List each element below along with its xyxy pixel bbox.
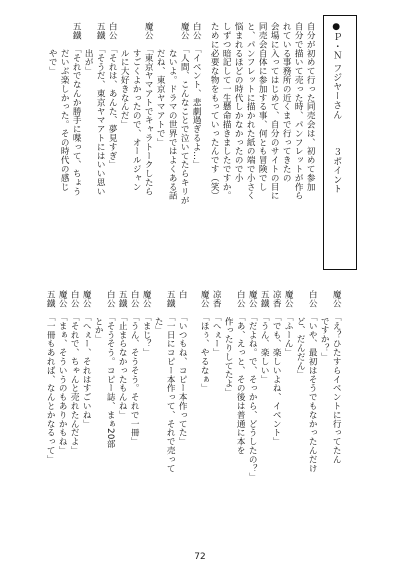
dialogue-line: だいぶ楽しかった。その時代の感じ [59,22,70,192]
intro-line: れている事務所の近くまで行ってきたの [281,22,292,183]
dialogue-line: 白公 「それは、あんた、夢見すぎ」 [107,22,118,169]
dialogue-line: 白公 「そうそう。コピー誌、まぁ20部 [105,290,116,449]
dialogue-line: 魔公 「だよね。で、そっから、どうしたの？」 [247,290,258,482]
dialogue-line: ルに大好きなんだ」 [119,22,130,129]
dialogue-line: 魔公 「東京ヤマアトでキャラトークしたら [143,22,154,196]
intro-line: 悩まれるほどの時代しかなかったので小 [233,22,244,183]
dialogue-line: だね、東京ヤマアトで」 [155,22,166,147]
dialogue-line: 魔公 「へぇー、それはすごいね」 [81,290,92,429]
dialogue-line: 凉香 「へぇー」 [211,290,222,357]
dialogue-line: ですか？」 [319,290,330,362]
dialogue-line: 魔公 「ふーん」 [283,290,294,357]
dialogue-line: 出が」 [83,22,94,76]
dialogue-line: 作ったりしてたよ」 [223,290,234,397]
intro-line: しずつ暗記して一生懸命描きましたですか。 [221,22,232,200]
dialogue-line: 凉香 「でも、楽しいよね、イベント」 [271,290,282,446]
dialogue-line: やで」 [47,22,58,76]
dialogue-line: 魔公 「まぁ、そういうのもありかもね」 [57,290,68,455]
dialogue-line: 五鐵 「一日にコピー本作って、それで売って [165,290,176,473]
dialogue-line: 五鐵 「一冊もあれば、なんとかなるって」 [45,290,56,464]
dialogue-line: 白公 「うん、そうそう。それで一冊」 [129,290,140,446]
dialogue-line: 白公 「いや、最初はそうでもなかったんだけ [307,290,318,473]
header-title: ●Ｐ・Ｎ フジヤーさん ３ポイント [331,22,342,194]
page-number: 72 [194,552,206,562]
intro-line: 自分で描いて売った時、パンフレットが作ら [293,22,304,200]
intro-line: 自分が初めて行った同売会は、初めて参加 [305,22,316,192]
dialogue-line: 五鐵 「それでなんか勝手に喋って、ちょう [71,22,82,196]
dialogue-line: た」 [153,290,164,335]
dialogue-line: 五鐵 「止まらなかったもんね」 [117,290,128,420]
dialogue-line: ないよ。ドラマの世界ではよくある話 [167,22,178,200]
dialogue-line: 五鐵 「うん、楽しい」 [259,290,270,384]
dialogue-line: 魔公 「まじ？」 [141,290,152,357]
intro-line: ために必要な物をもっていったんです（笑） [209,22,220,200]
dialogue-line: 魔公 「え？ひたすらイベントに行ってたん [331,290,342,464]
dialogue-line: 白公 「あ、えっと、その後は普通に本を [235,290,246,455]
dialogue-line: ど、だんだん」 [295,290,306,379]
intro-line: 同売会自体に参加する事、何とも冒険でし [257,22,268,192]
intro-line: と、パンフレットに描かれた紙の端で小さく [245,22,256,200]
intro-line: 会場に入ってはじめて、自分のサイトの目に [269,22,280,200]
dialogue-line: すごくよかったので、オールジャン [131,22,142,192]
dialogue-line: 白 「いつもね、コピー本作ってた」 [177,290,188,446]
dialogue-line: 魔公 「人間、こんなことで泣いてたらキリが [179,22,190,205]
dialogue-line: 五鐵 「そうだ、東京ヤマアトにはいい思い [95,22,106,196]
dialogue-line: 白公 「イベント、悲劇過ぎるよ…」 [191,22,202,169]
dialogue-line: 白公 「それで、ちゃんと売れたんだよ」 [69,290,80,455]
dialogue-line: 魔公 「ほぅ、やるなぁ」 [199,290,210,393]
dialogue-line: とか」 [93,290,104,344]
